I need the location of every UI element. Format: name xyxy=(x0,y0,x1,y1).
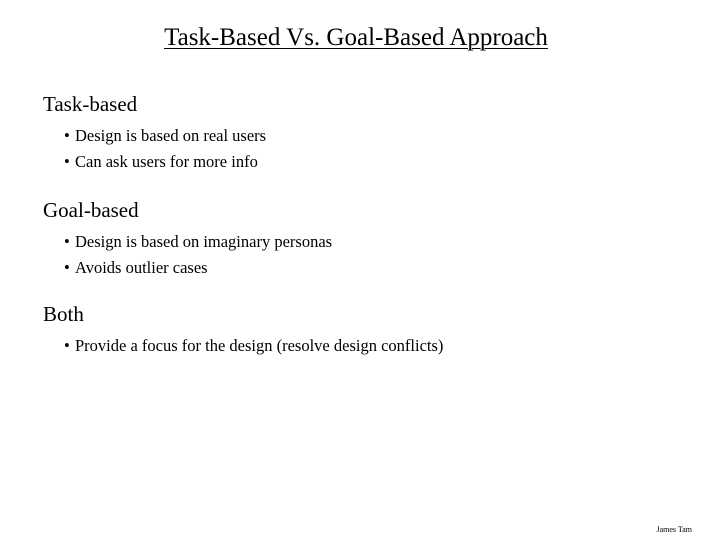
bullet-item xyxy=(64,229,332,255)
author-footer: James Tam xyxy=(656,525,692,534)
bullet-item xyxy=(64,123,266,149)
section-goal-based xyxy=(43,197,332,281)
section-both xyxy=(43,301,443,359)
bullet-item xyxy=(64,149,266,175)
bullet-list xyxy=(43,123,266,175)
bullet-list xyxy=(43,333,443,359)
bullet-icon: • xyxy=(64,126,70,145)
bullet-list xyxy=(43,229,332,281)
section-heading: Both xyxy=(43,302,84,326)
bullet-icon: • xyxy=(64,336,70,355)
bullet-text: Provide a focus for the design (resolve design conflicts) xyxy=(75,336,444,355)
section-heading: Goal-based xyxy=(43,198,139,222)
bullet-text: Avoids outlier cases xyxy=(75,258,208,277)
bullet-text: Can ask users for more info xyxy=(75,152,258,171)
bullet-item xyxy=(64,333,443,359)
bullet-icon: • xyxy=(64,152,70,171)
section-task-based xyxy=(43,91,266,175)
bullet-item xyxy=(64,255,332,281)
bullet-text: Design is based on real users xyxy=(75,126,267,145)
bullet-icon: • xyxy=(64,258,70,277)
slide-title: Task-Based Vs. Goal-Based Approach xyxy=(164,24,548,51)
section-heading: Task-based xyxy=(43,92,138,116)
bullet-icon: • xyxy=(64,232,70,251)
bullet-text: Design is based on imaginary personas xyxy=(75,232,333,251)
